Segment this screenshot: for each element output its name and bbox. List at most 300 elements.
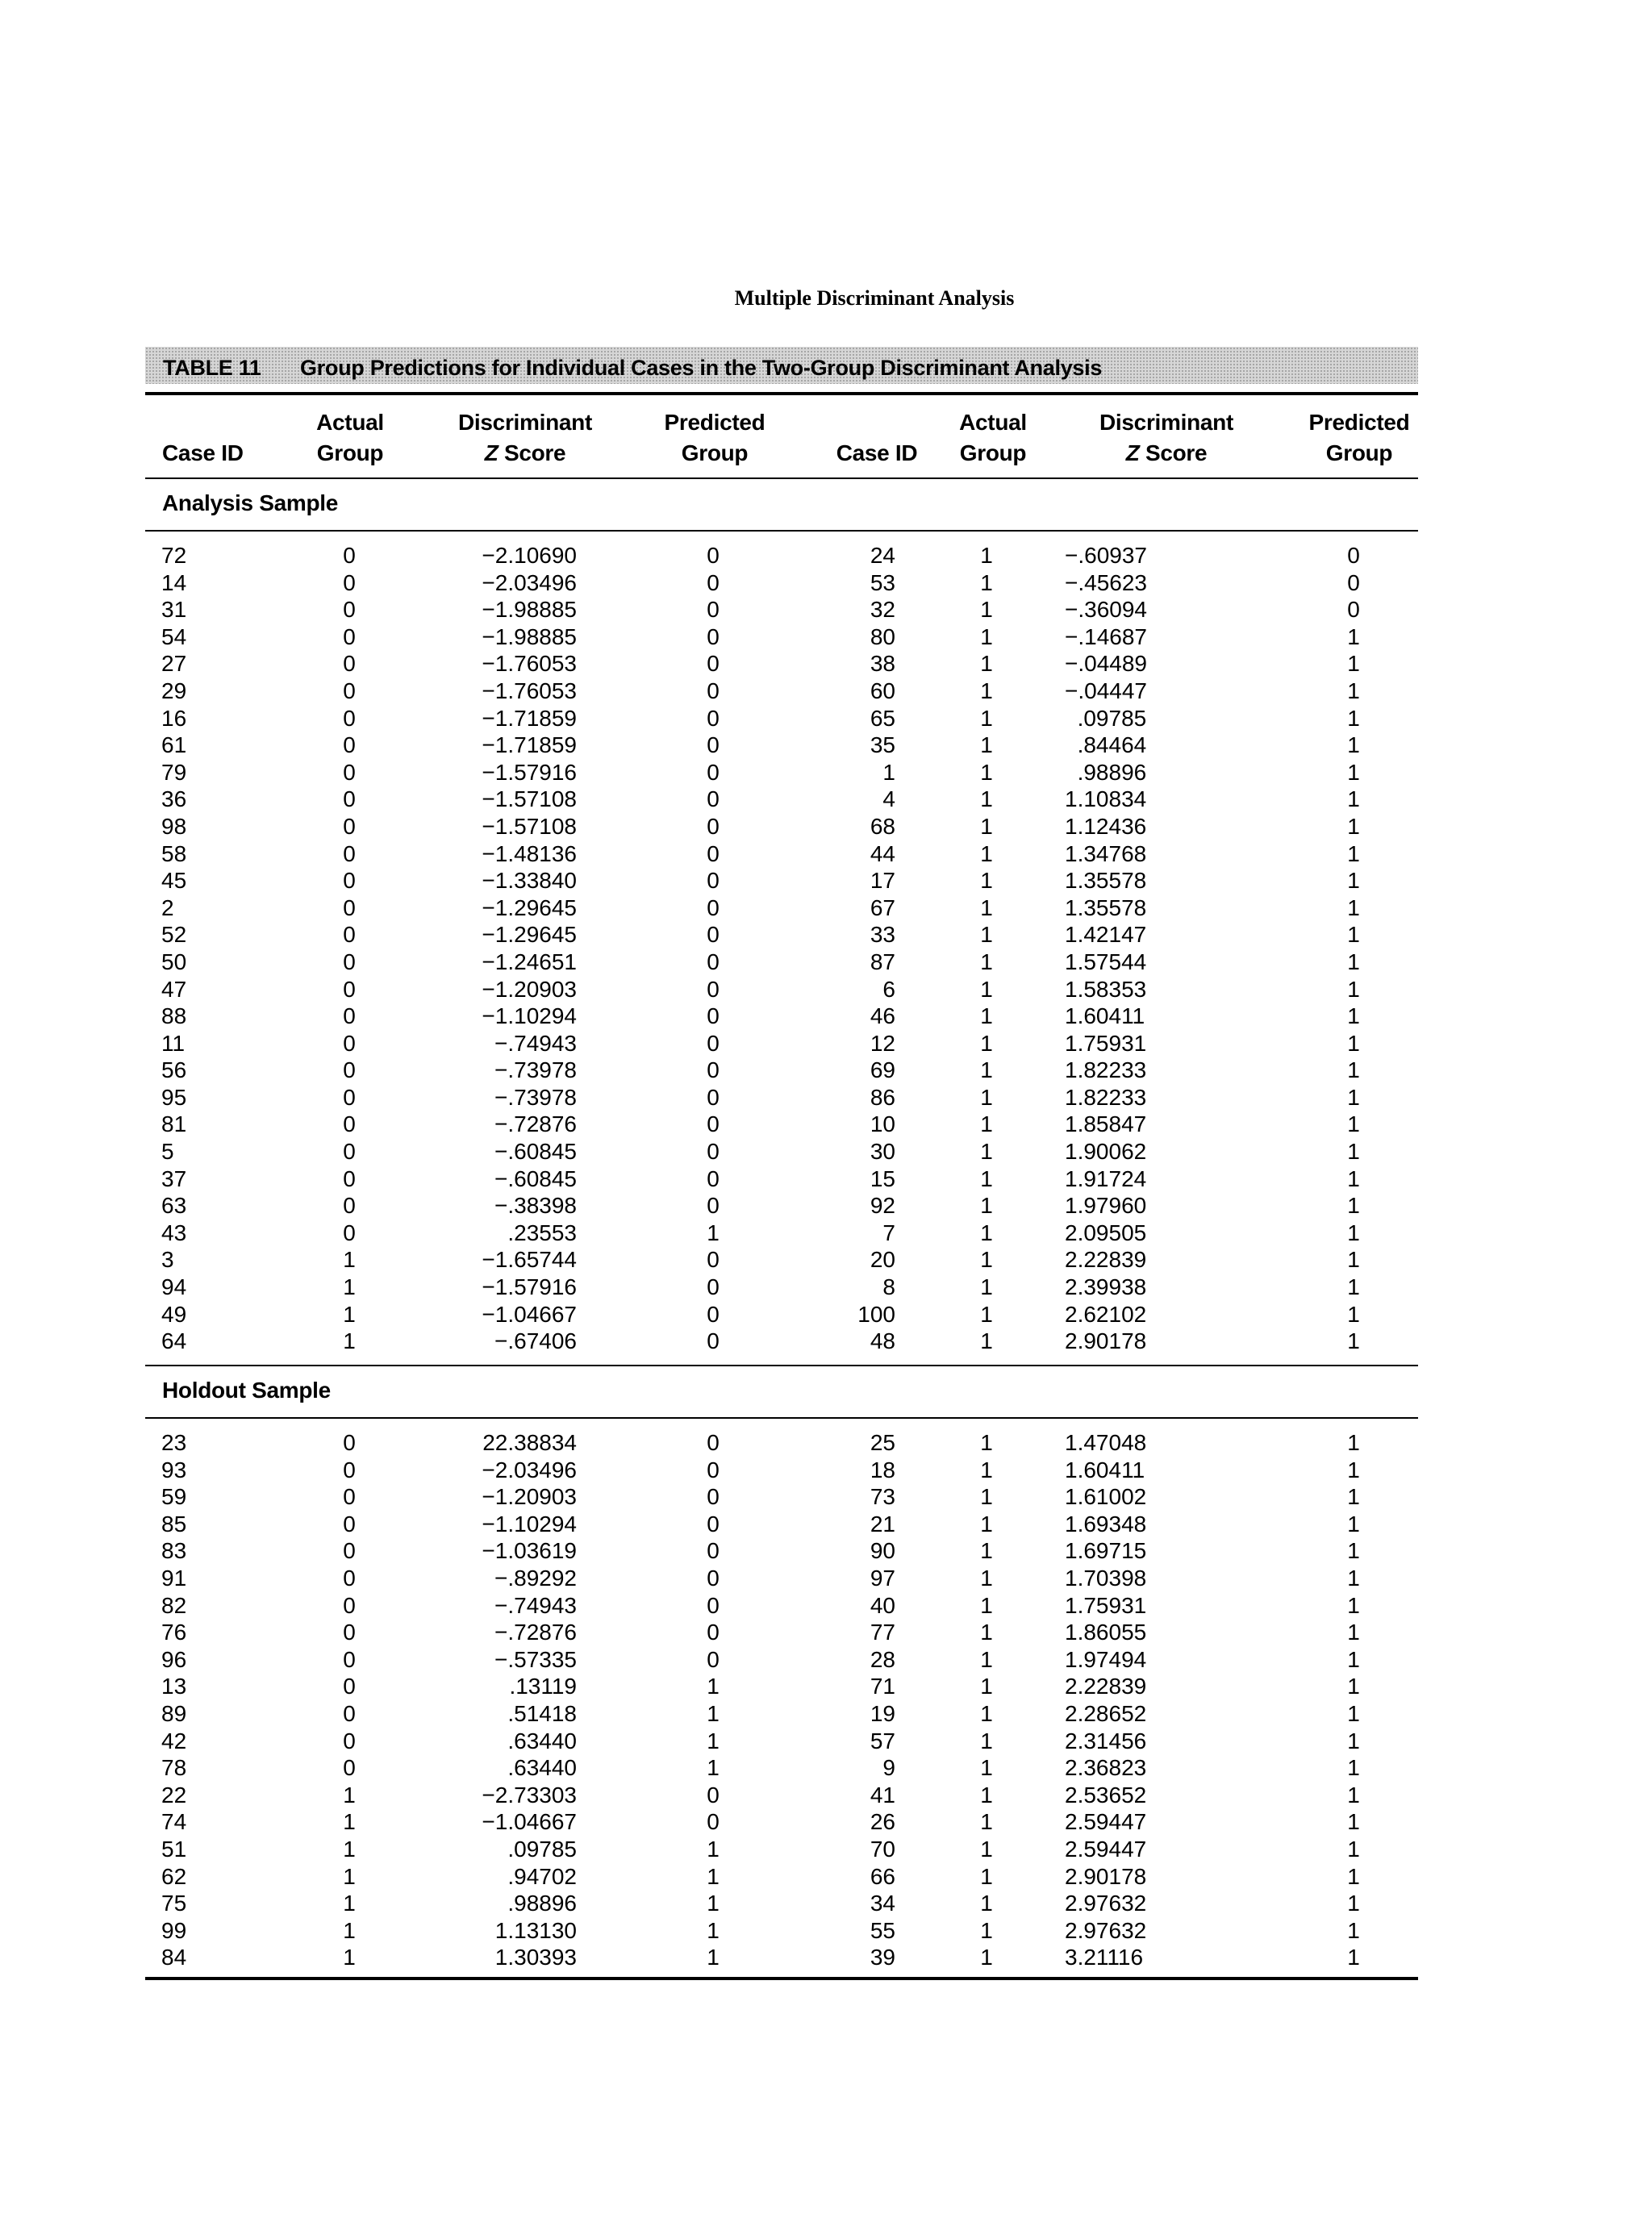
z-score-cell: 2.39938 (1065, 1274, 1147, 1300)
predicted-group-cell: 1 (1347, 786, 1360, 812)
z-score-cell: −.72876 (494, 1620, 577, 1645)
predicted-group-cell: 0 (707, 1592, 720, 1618)
actual-group-cell: 0 (343, 922, 356, 948)
predicted-group-cell: 1 (1347, 1003, 1360, 1029)
case-id-cell: 95 (161, 1084, 187, 1110)
case-id-cell: 65 (870, 705, 895, 731)
z-score-cell: 1.57544 (1065, 949, 1147, 974)
z-score-cell: −.04489 (1065, 651, 1147, 677)
case-id-cell: 32 (870, 597, 895, 623)
case-id-cell: 1 (882, 759, 895, 785)
z-score-cell: −1.20903 (482, 976, 577, 1002)
predicted-group-cell: 0 (707, 1301, 720, 1327)
case-id-cell: 31 (161, 597, 187, 623)
case-id-cell: 38 (870, 651, 895, 677)
z-score-cell: 2.59447 (1065, 1809, 1147, 1835)
header-discriminant-left (458, 407, 592, 469)
case-id-cell: 35 (870, 732, 895, 758)
table-row (0, 1754, 1652, 1782)
predicted-group-cell: 0 (707, 1484, 720, 1510)
actual-group-cell: 0 (343, 1030, 356, 1056)
holdout-sample-rows (0, 1429, 1652, 1971)
actual-group-cell: 1 (980, 1565, 993, 1591)
z-score-cell: 1.47048 (1065, 1430, 1147, 1455)
z-score-cell: 1.58353 (1065, 976, 1147, 1002)
case-id-cell: 55 (870, 1917, 895, 1943)
z-score-cell: .51418 (507, 1700, 577, 1726)
case-id-cell: 91 (161, 1565, 187, 1591)
actual-group-cell: 1 (980, 1457, 993, 1482)
case-id-cell: 51 (161, 1836, 187, 1862)
holdout-sample-rule (145, 1417, 1418, 1419)
predicted-group-cell: 0 (707, 868, 720, 894)
predicted-group-cell: 1 (1347, 1620, 1360, 1645)
case-id-cell: 66 (870, 1863, 895, 1889)
analysis-sample-label: Analysis Sample (162, 490, 339, 515)
predicted-group-cell: 1 (707, 1674, 720, 1699)
predicted-group-cell: 1 (1347, 1274, 1360, 1300)
z-score-cell: −.60845 (494, 1139, 577, 1165)
actual-group-cell: 1 (980, 1891, 993, 1916)
z-score-cell: −1.76053 (482, 678, 577, 703)
case-id-cell: 44 (870, 840, 895, 866)
predicted-group-cell: 1 (707, 1755, 720, 1781)
z-score-cell: 1.30393 (494, 1945, 577, 1970)
predicted-group-cell: 0 (707, 1620, 720, 1645)
predicted-group-cell: 0 (707, 1084, 720, 1110)
table-row (0, 542, 1652, 569)
predicted-group-cell: 1 (1347, 1220, 1360, 1245)
predicted-group-cell: 1 (1347, 1430, 1360, 1455)
header-text: Group (316, 440, 384, 465)
z-score-cell: 1.13130 (494, 1917, 577, 1943)
z-score-cell: −1.04667 (482, 1301, 577, 1327)
table-row (0, 1944, 1652, 1971)
actual-group-cell: 0 (343, 1511, 356, 1537)
z-score-cell: 2.28652 (1065, 1700, 1147, 1726)
z-score-cell: .94702 (507, 1863, 577, 1889)
actual-group-cell: 0 (343, 1193, 356, 1219)
z-score-cell: −1.29645 (482, 894, 577, 920)
actual-group-cell: 1 (980, 868, 993, 894)
z-score-cell: 1.82233 (1065, 1084, 1147, 1110)
predicted-group-cell: 1 (1347, 1782, 1360, 1808)
actual-group-cell: 1 (980, 949, 993, 974)
predicted-group-cell: 1 (1347, 949, 1360, 974)
case-id-cell: 83 (161, 1538, 187, 1564)
predicted-group-cell: 1 (1347, 1945, 1360, 1970)
table-row (0, 705, 1652, 732)
z-score-cell: −1.98885 (482, 623, 577, 649)
predicted-group-cell: 1 (1347, 1139, 1360, 1165)
actual-group-cell: 1 (343, 1836, 356, 1862)
actual-group-cell: 1 (980, 1247, 993, 1273)
header-text: Score (498, 440, 566, 465)
table-row (0, 1890, 1652, 1917)
z-score-cell: −.74943 (494, 1592, 577, 1618)
z-score-cell: −1.76053 (482, 651, 577, 677)
predicted-group-cell: 1 (1347, 1836, 1360, 1862)
actual-group-cell: 1 (980, 1430, 993, 1455)
predicted-group-cell: 1 (1347, 1484, 1360, 1510)
header-bottom-rule (145, 477, 1418, 479)
case-id-cell: 82 (161, 1592, 187, 1618)
table-row (0, 949, 1652, 976)
predicted-group-cell: 1 (1347, 1328, 1360, 1354)
predicted-group-cell: 1 (1347, 894, 1360, 920)
case-id-cell: 3 (161, 1247, 174, 1273)
z-score-cell: −.89292 (494, 1565, 577, 1591)
predicted-group-cell: 1 (1347, 623, 1360, 649)
table-row (0, 1165, 1652, 1193)
table-row (0, 1220, 1652, 1247)
predicted-group-cell: 0 (707, 1057, 720, 1083)
table-row (0, 813, 1652, 840)
z-score-cell: −2.10690 (482, 543, 577, 568)
predicted-group-cell: 1 (1347, 1592, 1360, 1618)
z-score-cell: 1.86055 (1065, 1620, 1147, 1645)
actual-group-cell: 0 (343, 1139, 356, 1165)
table-row (0, 569, 1652, 597)
header-discriminant-right (1099, 407, 1233, 469)
z-score-cell: 2.90178 (1065, 1328, 1147, 1354)
z-score-cell: .98896 (1065, 759, 1147, 785)
case-id-cell: 23 (161, 1430, 187, 1455)
case-id-cell: 70 (870, 1836, 895, 1862)
header-case-id-left: Case ID (162, 440, 244, 465)
case-id-cell: 68 (870, 813, 895, 839)
table-row (0, 894, 1652, 922)
case-id-cell: 75 (161, 1891, 187, 1916)
case-id-cell: 90 (870, 1538, 895, 1564)
actual-group-cell: 1 (980, 543, 993, 568)
table-row (0, 1003, 1652, 1030)
z-score-cell: 1.70398 (1065, 1565, 1147, 1591)
case-id-cell: 77 (870, 1620, 895, 1645)
case-id-cell: 92 (870, 1193, 895, 1219)
table-number: TABLE 11 (163, 356, 261, 380)
table-row (0, 1483, 1652, 1511)
case-id-cell: 47 (161, 976, 187, 1002)
predicted-group-cell: 1 (1347, 1646, 1360, 1672)
case-id-cell: 96 (161, 1646, 187, 1672)
actual-group-cell: 0 (343, 623, 356, 649)
table-row (0, 921, 1652, 949)
case-id-cell: 89 (161, 1700, 187, 1726)
table-row (0, 1646, 1652, 1674)
case-id-cell: 54 (161, 623, 187, 649)
actual-group-cell: 0 (343, 813, 356, 839)
case-id-cell: 48 (870, 1328, 895, 1354)
actual-group-cell: 1 (980, 1755, 993, 1781)
table-row (0, 1700, 1652, 1728)
z-score-cell: .09785 (507, 1836, 577, 1862)
actual-group-cell: 0 (343, 597, 356, 623)
table-row (0, 1728, 1652, 1755)
predicted-group-cell: 0 (707, 976, 720, 1002)
z-score-cell: 2.97632 (1065, 1891, 1147, 1916)
z-score-cell: 2.97632 (1065, 1917, 1147, 1943)
actual-group-cell: 1 (980, 759, 993, 785)
case-id-cell: 40 (870, 1592, 895, 1618)
actual-group-cell: 1 (980, 597, 993, 623)
actual-group-cell: 0 (343, 1430, 356, 1455)
z-score-cell: 1.97494 (1065, 1646, 1147, 1672)
case-id-cell: 21 (870, 1511, 895, 1537)
case-id-cell: 69 (870, 1057, 895, 1083)
z-score-cell: 1.35578 (1065, 894, 1147, 920)
table-row (0, 1057, 1652, 1084)
actual-group-cell: 0 (343, 868, 356, 894)
z-score-cell: −1.24651 (482, 949, 577, 974)
running-head: Multiple Discriminant Analysis (734, 286, 1015, 310)
z-score-cell: −1.71859 (482, 732, 577, 758)
table-row (0, 1673, 1652, 1700)
actual-group-cell: 1 (343, 1247, 356, 1273)
table-row (0, 867, 1652, 894)
case-id-cell: 94 (161, 1274, 187, 1300)
actual-group-cell: 1 (343, 1917, 356, 1943)
table-row (0, 1917, 1652, 1945)
table-row (0, 650, 1652, 678)
predicted-group-cell: 1 (1347, 1674, 1360, 1699)
predicted-group-cell: 1 (1347, 1863, 1360, 1889)
case-id-cell: 49 (161, 1301, 187, 1327)
case-id-cell: 41 (870, 1782, 895, 1808)
actual-group-cell: 1 (343, 1863, 356, 1889)
table-row (0, 1111, 1652, 1138)
actual-group-cell: 1 (980, 1728, 993, 1753)
z-score-cell: 1.75931 (1065, 1592, 1147, 1618)
table-row (0, 1084, 1652, 1111)
case-id-cell: 43 (161, 1220, 187, 1245)
header-text: Group (681, 440, 749, 465)
predicted-group-cell: 1 (1347, 1755, 1360, 1781)
case-id-cell: 63 (161, 1193, 187, 1219)
predicted-group-cell: 1 (1347, 1030, 1360, 1056)
analysis-sample-end-rule (145, 1365, 1418, 1366)
z-score-cell: −.60845 (494, 1165, 577, 1191)
case-id-cell: 61 (161, 732, 187, 758)
predicted-group-cell: 0 (707, 1646, 720, 1672)
predicted-group-cell: 1 (1347, 1728, 1360, 1753)
z-score-cell: −.73978 (494, 1084, 577, 1110)
z-score-cell: −.36094 (1065, 597, 1147, 623)
case-id-cell: 6 (882, 976, 895, 1002)
header-text: Discriminant (1099, 410, 1233, 435)
z-score-cell: 1.69348 (1065, 1511, 1147, 1537)
actual-group-cell: 1 (980, 1193, 993, 1219)
header-predicted-group-left (665, 407, 766, 469)
table-row (0, 1863, 1652, 1891)
predicted-group-cell: 1 (1347, 1891, 1360, 1916)
table-caption (145, 347, 1418, 384)
predicted-group-cell: 1 (707, 1728, 720, 1753)
actual-group-cell: 0 (343, 543, 356, 568)
predicted-group-cell: 0 (1347, 569, 1360, 595)
z-score-cell: 1.34768 (1065, 840, 1147, 866)
actual-group-cell: 1 (980, 1809, 993, 1835)
predicted-group-cell: 0 (707, 651, 720, 677)
actual-group-cell: 1 (980, 623, 993, 649)
predicted-group-cell: 0 (707, 1030, 720, 1056)
predicted-group-cell: 1 (707, 1917, 720, 1943)
z-score-cell: −1.71859 (482, 705, 577, 731)
predicted-group-cell: 1 (1347, 1457, 1360, 1482)
case-id-cell: 98 (161, 813, 187, 839)
actual-group-cell: 1 (343, 1782, 356, 1808)
predicted-group-cell: 0 (707, 1782, 720, 1808)
predicted-group-cell: 0 (707, 1565, 720, 1591)
z-score-cell: −1.98885 (482, 597, 577, 623)
actual-group-cell: 1 (980, 569, 993, 595)
actual-group-cell: 1 (980, 786, 993, 812)
predicted-group-cell: 0 (707, 705, 720, 731)
actual-group-cell: 1 (980, 1139, 993, 1165)
z-score-cell: .63440 (507, 1728, 577, 1753)
actual-group-cell: 1 (980, 1836, 993, 1862)
predicted-group-cell: 1 (1347, 1565, 1360, 1591)
header-case-id-right: Case ID (836, 440, 918, 465)
z-score-cell: −1.33840 (482, 868, 577, 894)
predicted-group-cell: 1 (1347, 1538, 1360, 1564)
actual-group-cell: 1 (980, 1165, 993, 1191)
table-row (0, 596, 1652, 623)
predicted-group-cell: 1 (1347, 651, 1360, 677)
actual-group-cell: 0 (343, 732, 356, 758)
actual-group-cell: 0 (343, 1674, 356, 1699)
z-score-cell: .84464 (1065, 732, 1147, 758)
case-id-cell: 36 (161, 786, 187, 812)
header-text: Z (484, 440, 499, 465)
actual-group-cell: 0 (343, 1592, 356, 1618)
predicted-group-cell: 1 (1347, 1165, 1360, 1191)
predicted-group-cell: 0 (707, 1165, 720, 1191)
z-score-cell: −1.10294 (482, 1003, 577, 1029)
case-id-cell: 33 (870, 922, 895, 948)
case-id-cell: 34 (870, 1891, 895, 1916)
predicted-group-cell: 0 (707, 569, 720, 595)
actual-group-cell: 0 (343, 1457, 356, 1482)
actual-group-cell: 0 (343, 894, 356, 920)
z-score-cell: −.45623 (1065, 569, 1147, 595)
actual-group-cell: 1 (980, 678, 993, 703)
case-id-cell: 42 (161, 1728, 187, 1753)
z-score-cell: −1.03619 (482, 1538, 577, 1564)
predicted-group-cell: 0 (707, 813, 720, 839)
z-score-cell: 1.12436 (1065, 813, 1147, 839)
analysis-sample-rule (145, 530, 1418, 532)
z-score-cell: −.57335 (494, 1646, 577, 1672)
case-id-cell: 72 (161, 543, 187, 568)
actual-group-cell: 0 (343, 1646, 356, 1672)
table-row (0, 840, 1652, 868)
z-score-cell: 1.60411 (1065, 1003, 1145, 1029)
actual-group-cell: 1 (980, 1511, 993, 1537)
actual-group-cell: 0 (343, 1057, 356, 1083)
predicted-group-cell: 0 (707, 1328, 720, 1354)
actual-group-cell: 1 (980, 1030, 993, 1056)
actual-group-cell: 1 (980, 1646, 993, 1672)
table-title: Group Predictions for Individual Cases in the Two-Group Discriminant Analysis (300, 356, 1103, 380)
case-id-cell: 30 (870, 1139, 895, 1165)
predicted-group-cell: 1 (1347, 922, 1360, 948)
predicted-group-cell: 0 (707, 894, 720, 920)
predicted-group-cell: 1 (1347, 1700, 1360, 1726)
predicted-group-cell: 1 (707, 1863, 720, 1889)
predicted-group-cell: 1 (1347, 1247, 1360, 1273)
actual-group-cell: 1 (980, 1674, 993, 1699)
z-score-cell: −1.20903 (482, 1484, 577, 1510)
actual-group-cell: 1 (980, 1620, 993, 1645)
actual-group-cell: 1 (980, 1484, 993, 1510)
case-id-cell: 52 (161, 922, 187, 948)
z-score-cell: −.73978 (494, 1057, 577, 1083)
z-score-cell: −.74943 (494, 1030, 577, 1056)
z-score-cell: .13119 (509, 1674, 577, 1699)
z-score-cell: −1.10294 (482, 1511, 577, 1537)
case-id-cell: 80 (870, 623, 895, 649)
z-score-cell: 2.36823 (1065, 1755, 1147, 1781)
case-id-cell: 56 (161, 1057, 187, 1083)
actual-group-cell: 1 (343, 1328, 356, 1354)
header-text: Actual (959, 410, 1027, 435)
predicted-group-cell: 0 (707, 732, 720, 758)
column-header-row (0, 407, 1652, 472)
z-score-cell: .98896 (507, 1891, 577, 1916)
case-id-cell: 59 (161, 1484, 187, 1510)
predicted-group-cell: 0 (707, 1003, 720, 1029)
case-id-cell: 18 (870, 1457, 895, 1482)
z-score-cell: 1.75931 (1065, 1030, 1147, 1056)
actual-group-cell: 0 (343, 1538, 356, 1564)
case-id-cell: 14 (161, 569, 187, 595)
header-text: Actual (316, 410, 384, 435)
table-row (0, 1429, 1652, 1457)
z-score-cell: 2.22839 (1065, 1674, 1147, 1699)
actual-group-cell: 1 (980, 1328, 993, 1354)
table-row (0, 1246, 1652, 1274)
predicted-group-cell: 1 (1347, 1511, 1360, 1537)
predicted-group-cell: 0 (707, 678, 720, 703)
actual-group-cell: 0 (343, 1484, 356, 1510)
header-text: Group (1325, 440, 1393, 465)
header-text: Score (1139, 440, 1208, 465)
predicted-group-cell: 1 (1347, 868, 1360, 894)
case-id-cell: 57 (870, 1728, 895, 1753)
actual-group-cell: 1 (980, 732, 993, 758)
z-score-cell: −.60937 (1065, 543, 1147, 568)
table-row (0, 1782, 1652, 1809)
table-row (0, 1511, 1652, 1538)
case-id-cell: 9 (882, 1755, 895, 1781)
z-score-cell: −1.48136 (482, 840, 577, 866)
case-id-cell: 84 (161, 1945, 187, 1970)
predicted-group-cell: 0 (707, 1193, 720, 1219)
case-id-cell: 22 (161, 1782, 187, 1808)
actual-group-cell: 1 (980, 1057, 993, 1083)
case-id-cell: 15 (870, 1165, 895, 1191)
case-id-cell: 10 (870, 1111, 895, 1137)
case-id-cell: 2 (161, 894, 174, 920)
predicted-group-cell: 0 (707, 1538, 720, 1564)
holdout-sample-label: Holdout Sample (162, 1378, 331, 1403)
predicted-group-cell: 1 (1347, 1057, 1360, 1083)
z-score-cell: 2.31456 (1065, 1728, 1147, 1753)
actual-group-cell: 1 (980, 1111, 993, 1137)
z-score-cell: −1.65744 (482, 1247, 577, 1273)
case-id-cell: 16 (161, 705, 187, 731)
